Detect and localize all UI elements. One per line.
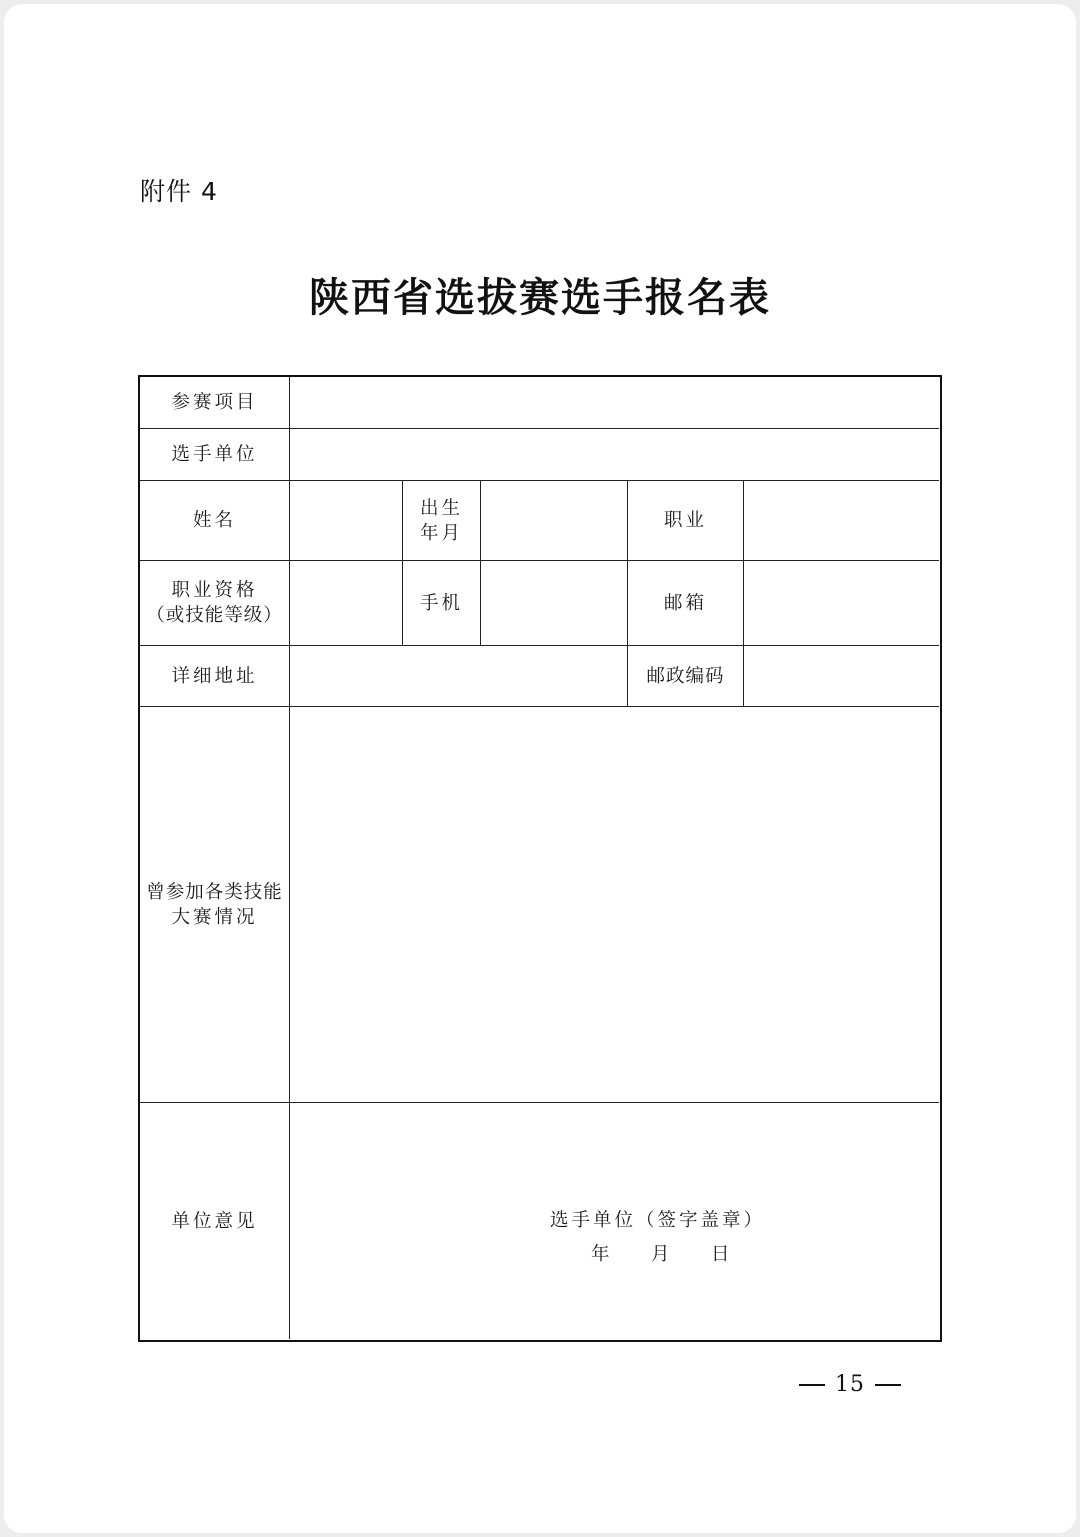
dash-right xyxy=(875,1384,901,1386)
qualification-field[interactable] xyxy=(290,561,402,645)
form-title: 陕西省选拔赛选手报名表 xyxy=(309,274,771,321)
date-year: 年 xyxy=(591,1244,613,1265)
opinion-label xyxy=(140,1103,289,1339)
competition-field[interactable] xyxy=(290,707,939,1102)
qualification-label xyxy=(140,561,289,645)
name-field[interactable] xyxy=(290,481,402,560)
dash-left xyxy=(799,1384,825,1386)
competition-label xyxy=(140,707,289,1102)
address-label-text: 详细地址 xyxy=(171,665,258,687)
address-label xyxy=(140,646,289,706)
postcode-label-text: 邮政编码 xyxy=(646,665,725,687)
unit-label-text: 选手单位 xyxy=(171,444,258,465)
email-label-text: 邮箱 xyxy=(663,592,707,614)
mobile-field[interactable] xyxy=(481,561,627,645)
address-field[interactable] xyxy=(290,646,627,706)
competition-label-line2: 大赛情况 xyxy=(171,906,258,928)
email-field[interactable] xyxy=(744,561,939,645)
postcode-field[interactable] xyxy=(744,646,939,706)
birth-field[interactable] xyxy=(481,481,627,560)
project-field[interactable] xyxy=(290,377,939,428)
unit-label xyxy=(140,429,289,480)
date-day: 日 xyxy=(711,1244,733,1265)
unit-field[interactable] xyxy=(290,429,939,480)
occupation-field[interactable] xyxy=(744,481,939,560)
occupation-label-text: 职业 xyxy=(663,510,707,531)
postcode-label xyxy=(628,646,743,706)
opinion-label-text: 单位意见 xyxy=(171,1210,258,1232)
birth-label-line1: 出生 xyxy=(419,497,463,519)
page-number xyxy=(780,1372,920,1397)
competition-label-line1: 曾参加各类技能 xyxy=(146,881,283,903)
date-month: 月 xyxy=(651,1244,673,1265)
qualification-label-line2: （或技能等级） xyxy=(146,605,283,626)
attachment-label: 附件 4 xyxy=(140,177,218,206)
signature-line: 选手单位（签字盖章） xyxy=(550,1210,766,1231)
name-label-text: 姓名 xyxy=(192,510,236,531)
project-label xyxy=(140,377,289,428)
email-label xyxy=(628,561,743,645)
qualification-label-line1: 职业资格 xyxy=(171,580,258,601)
mobile-label xyxy=(403,561,480,645)
birth-label-line2: 年月 xyxy=(419,522,463,544)
mobile-label-text: 手机 xyxy=(419,592,463,614)
project-label-text: 参赛项目 xyxy=(171,392,258,413)
name-label xyxy=(140,481,289,560)
registration-form-table xyxy=(138,375,942,1342)
page-number-text: 15 xyxy=(835,1372,865,1397)
occupation-label xyxy=(628,481,743,560)
birth-label xyxy=(403,481,480,560)
